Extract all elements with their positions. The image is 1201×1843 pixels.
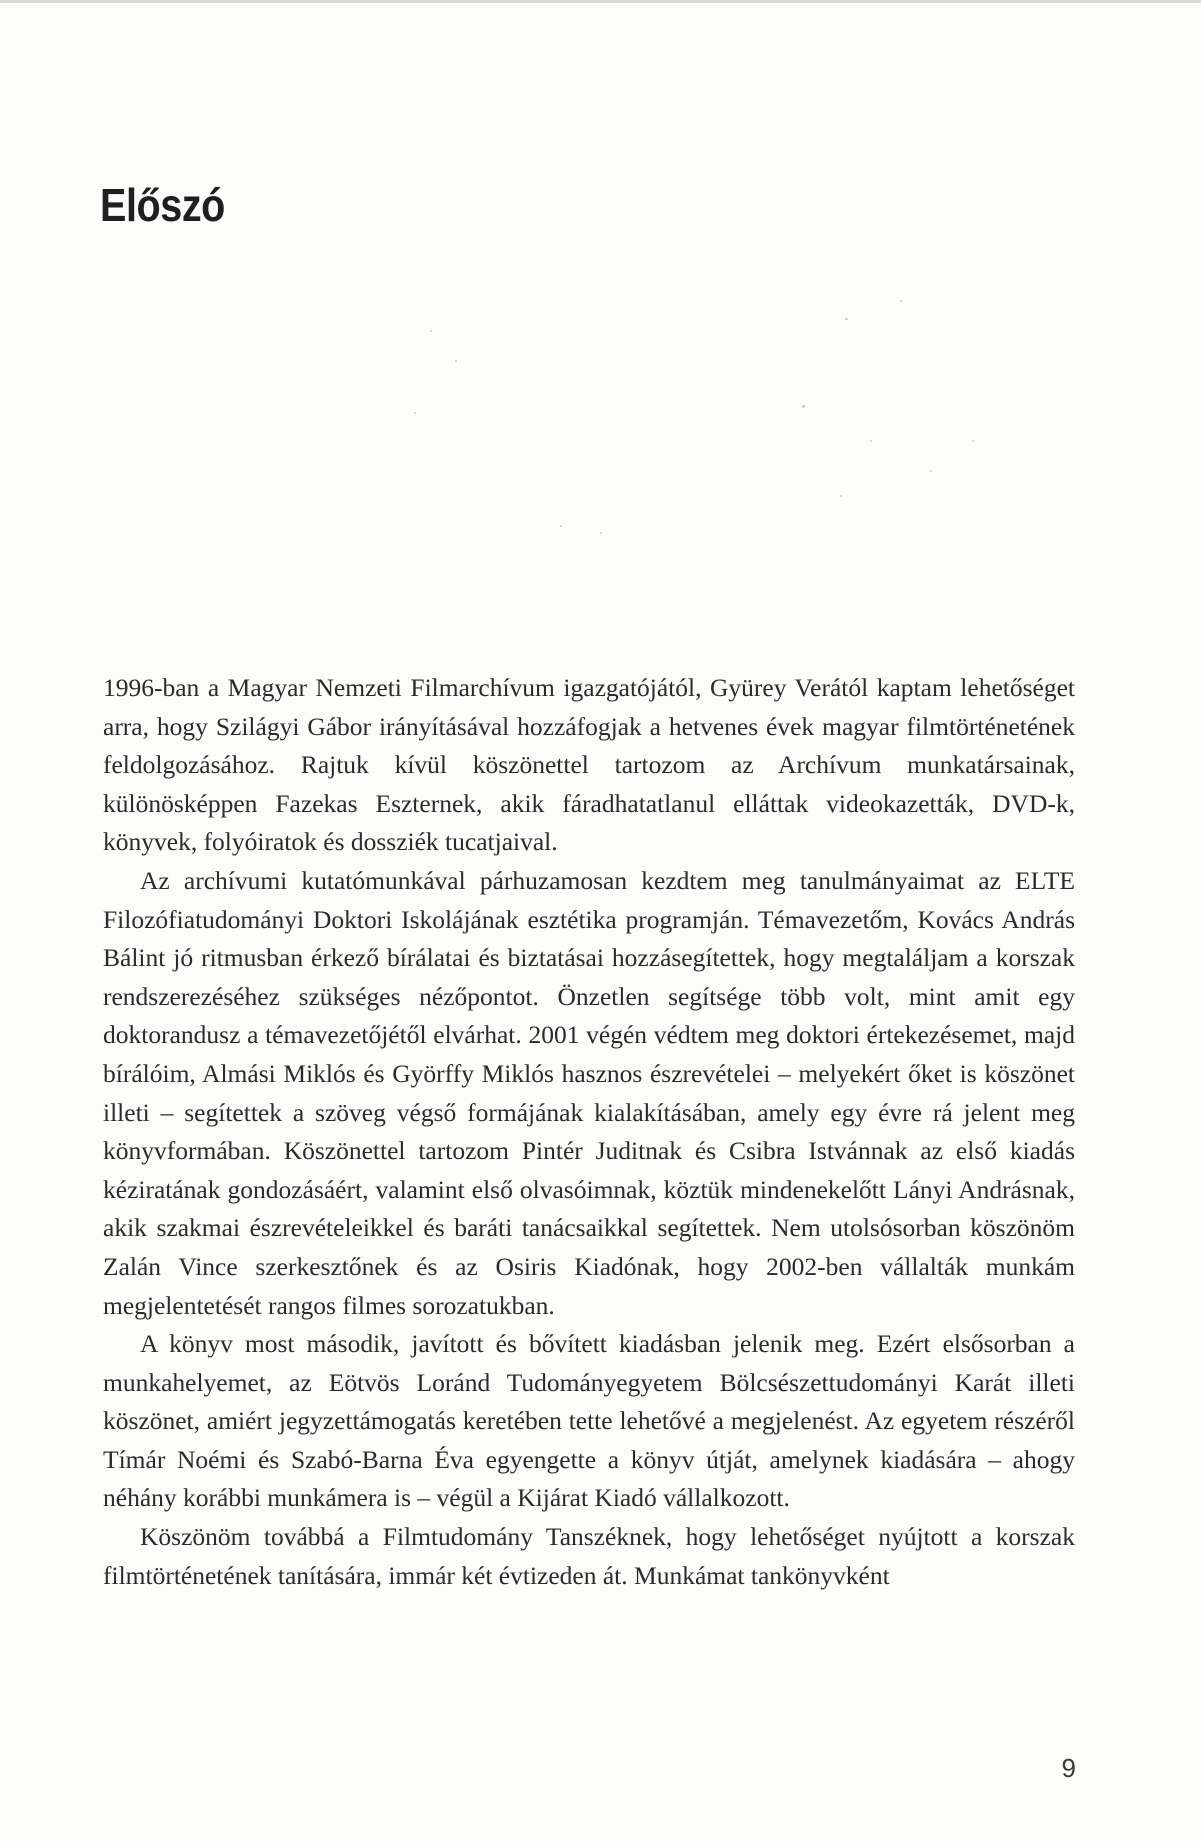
paragraph-1: 1996-ban a Magyar Nemzeti Filmarchívum igazgatójától, Gyürey Verától kaptam lehetőséget arra, hogy Szilágyi Gábor irányításával hozzáfogjak a hetvenes évek magyar filmtörténetének feldolgozásához. Rajtuk kívül köszönettel tartozom az Archívum munkatársainak, különösképpen Fazekas Eszternek, akik fáradhatatlanul elláttak videokazetták, DVD-k, könyvek, folyóiratok és dossziék tucatjaival. <box>103 673 1075 857</box>
paragraph-2: Az archívumi kutatómunkával párhuzamosan kezdtem meg tanulmányaimat az ELTE Filozófiatudományi Doktori Iskolájának esztétika programján. Témavezetőm, Kovács András Bálint jó ritmusban érkező bírálatai és biztatásai hozzásegítettek, hogy megtaláljam a korszak rendszerezéséhez szükséges nézőpontot. Önzetlen segítsége több volt, mint amit egy doktorandusz a témavezetőjétől elvárhat. 2001 végén védtem meg doktori értekezésemet, majd bírálóim, Almási Miklós és Györffy Miklós hasznos észrevételei – melyekért őket is köszönet illeti – segítettek a szöveg végső formájának kialakításában, amely egy évre rá jelent meg könyvformában. Köszönettel tartozom Pintér Juditnak és Csibra Istvánnak az első kiadás kéziratának gondozásáért, valamint első olvasóimnak, köztük mindenekelőtt Lányi Andrásnak, akik szakmai észrevételeikkel és baráti tanácsaikkal segítettek. Nem utolsósorban köszönöm Zalán Vince szerkesztőnek és az Osiris Kiadónak, hogy 2002-ben vállalták munkám megjelentetését rangos filmes sorozatukban. <box>103 865 1075 1320</box>
page-number: 9 <box>1061 1753 1076 1783</box>
paragraph-3: A könyv most második, javított és bővített kiadásban jelenik meg. Ezért elsősorban a munkahelyemet, az Eötvös Loránd Tudományegyetem Bölcsészettudományi Karát illeti köszönet, amiért jegyzettámogatás keretében tette lehetővé a megjelenést. Az egyetem részéről Tímár Noémi és Szabó-Barna Éva egyengette a könyv útját, amelynek kiadására – ahogy néhány korábbi munkámera is – végül a Kijárat Kiadó vállalkozott. <box>103 1329 1075 1513</box>
page-top-edge <box>0 0 1201 3</box>
paragraph-4: Köszönöm továbbá a Filmtudomány Tanszéknek, hogy lehetőséget nyújtott a korszak filmtörténetének tanítására, immár két évtizeden át. Munkámat tankönyvként <box>103 1522 1075 1590</box>
body-text <box>103 669 1075 1595</box>
chapter-title: Előszó <box>100 179 225 231</box>
